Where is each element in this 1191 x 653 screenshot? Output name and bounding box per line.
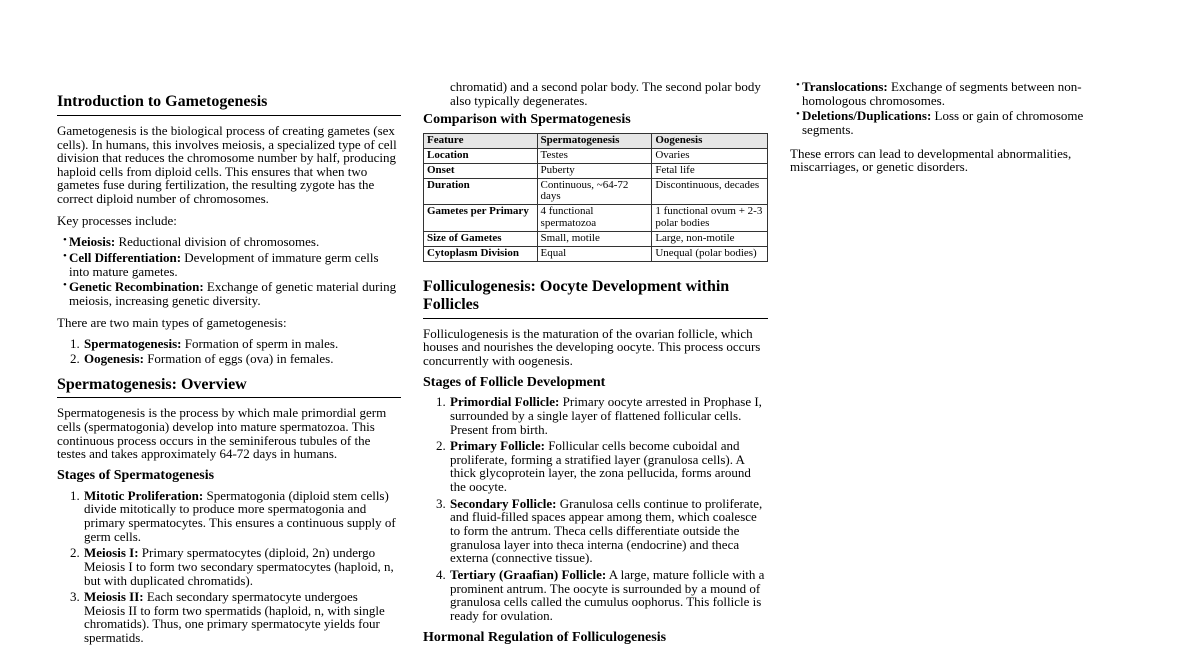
- list-item: • Deletions/Duplications: Loss or gain of chromosome segments.: [796, 109, 1088, 136]
- folliculogenesis-heading: Folliculogenesis: Oocyte Development within Follicles: [423, 278, 768, 319]
- table-row: Size of Gametes Small, motile Large, non-motile: [424, 232, 768, 247]
- hormonal-regulation-heading: Hormonal Regulation of Folliculogenesis: [423, 629, 667, 645]
- follicle-stages-heading: Stages of Follicle Development: [423, 374, 606, 390]
- table-header: Feature: [424, 133, 538, 148]
- list-item: 1. Spermatogenesis: Formation of sperm in males.: [83, 337, 401, 351]
- column-3: [790, 80, 1088, 182]
- folliculogenesis-paragraph: Folliculogenesis is the maturation of the ovarian follicle, which houses and nourishes the developing oocyte. This process occurs concurrently with oogenesis.: [423, 325, 761, 368]
- table-row: Duration Continuous, ~64-72 days Discontinuous, decades: [424, 178, 768, 205]
- intro-heading: Introduction to Gametogenesis: [57, 93, 401, 116]
- intro-paragraph: Gametogenesis is the biological process of creating gametes (sex cells). In humans, this involves meiosis, a specialized type of cell division that reduces the chromosome number by half, producing haploid cells from diploid cells. This ensures that when two gametes fuse during fertilization, the resulting zygote has the correct diploid number of chromosomes.: [57, 122, 397, 207]
- key-processes-list: [57, 235, 401, 307]
- column-2: [423, 80, 768, 650]
- list-item: 2. Primary Follicle: Follicular cells become cuboidal and proliferate, forming a stratified layer (granulosa cells). A thick glycoprotein layer, the zona pellucida, forms around the oocyte.: [449, 439, 768, 494]
- list-item: 4. Tertiary (Graafian) Follicle: A large, mature follicle with a prominent antrum. The oocyte is surrounded by a mound of granulosa cells called the cumulus oophorus. This follicle is ready for ovulation.: [449, 568, 768, 623]
- spermatogenesis-heading: Spermatogenesis: Overview: [57, 376, 401, 399]
- spermatogenesis-stages-list: [57, 489, 401, 645]
- errors-paragraph: These errors can lead to developmental abnormalities, miscarriages, or genetic disorders.: [790, 145, 1072, 175]
- table-row: Onset Puberty Fetal life: [424, 163, 768, 178]
- follicle-stages-list: [423, 395, 768, 622]
- table-header-row: [424, 133, 768, 148]
- list-item: 2. Oogenesis: Formation of eggs (ova) in females.: [83, 352, 401, 366]
- list-item: 3. Secondary Follicle: Granulosa cells continue to proliferate, and fluid-filled spaces appear among them, which coalesce to form the antrum. Theca cells differentiate outside the granulosa layer into theca interna (endocrine) and theca externa (connective tissue).: [449, 497, 768, 565]
- spermatogenesis-stages-heading: Stages of Spermatogenesis: [57, 467, 215, 483]
- column-1: [57, 93, 401, 653]
- chromosome-errors-list: [790, 80, 1088, 137]
- table-row: Cytoplasm Division Equal Unequal (polar bodies): [424, 246, 768, 261]
- table-row: Gametes per Primary 4 functional spermatozoa 1 functional ovum + 2-3 polar bodies: [424, 205, 768, 232]
- list-item: • Meiosis: Reductional division of chromosomes.: [63, 235, 401, 249]
- table-row: Location Testes Ovaries: [424, 148, 768, 163]
- list-item: • Cell Differentiation: Development of immature germ cells into mature gametes.: [63, 251, 401, 278]
- comparison-table: [423, 133, 768, 262]
- table-header: Spermatogenesis: [537, 133, 652, 148]
- list-item: 1. Mitotic Proliferation: Spermatogonia (diploid stem cells) divide mitotically to produce more spermatogonia and primary spermatocytes. This ensures a continuous supply of germ cells.: [83, 489, 401, 544]
- list-item: • Genetic Recombination: Exchange of genetic material during meiosis, increasing genetic diversity.: [63, 280, 401, 307]
- comparison-heading: Comparison with Spermatogenesis: [423, 112, 631, 128]
- key-processes-label: Key processes include:: [57, 212, 177, 228]
- types-label: There are two main types of gametogenesis:: [57, 314, 287, 330]
- types-list: [57, 337, 401, 365]
- continued-paragraph: chromatid) and a second polar body. The second polar body also typically degenerates.: [450, 79, 761, 108]
- table-header: Oogenesis: [652, 133, 768, 148]
- list-item: 3. Meiosis II: Each secondary spermatocyte undergoes Meiosis II to form two spermatids (haploid, n, with single chromatids). Thus, one primary spermatocyte yields four spermatids.: [83, 590, 401, 645]
- list-item: 2. Meiosis I: Primary spermatocytes (diploid, 2n) undergo Meiosis I to form two secondary spermatocytes (haploid, n, but with duplicated chromatids).: [83, 546, 401, 587]
- spermatogenesis-paragraph: Spermatogenesis is the process by which male primordial germ cells (spermatogonia) develop into mature spermatozoa. This continuous process occurs in the seminiferous tubules of the testes and takes approximately 64-72 days in humans.: [57, 405, 387, 462]
- list-item: 1. Primordial Follicle: Primary oocyte arrested in Prophase I, surrounded by a single layer of flattened follicular cells. Present from birth.: [449, 395, 768, 436]
- list-item: • Translocations: Exchange of segments between non-homologous chromosomes.: [796, 80, 1088, 107]
